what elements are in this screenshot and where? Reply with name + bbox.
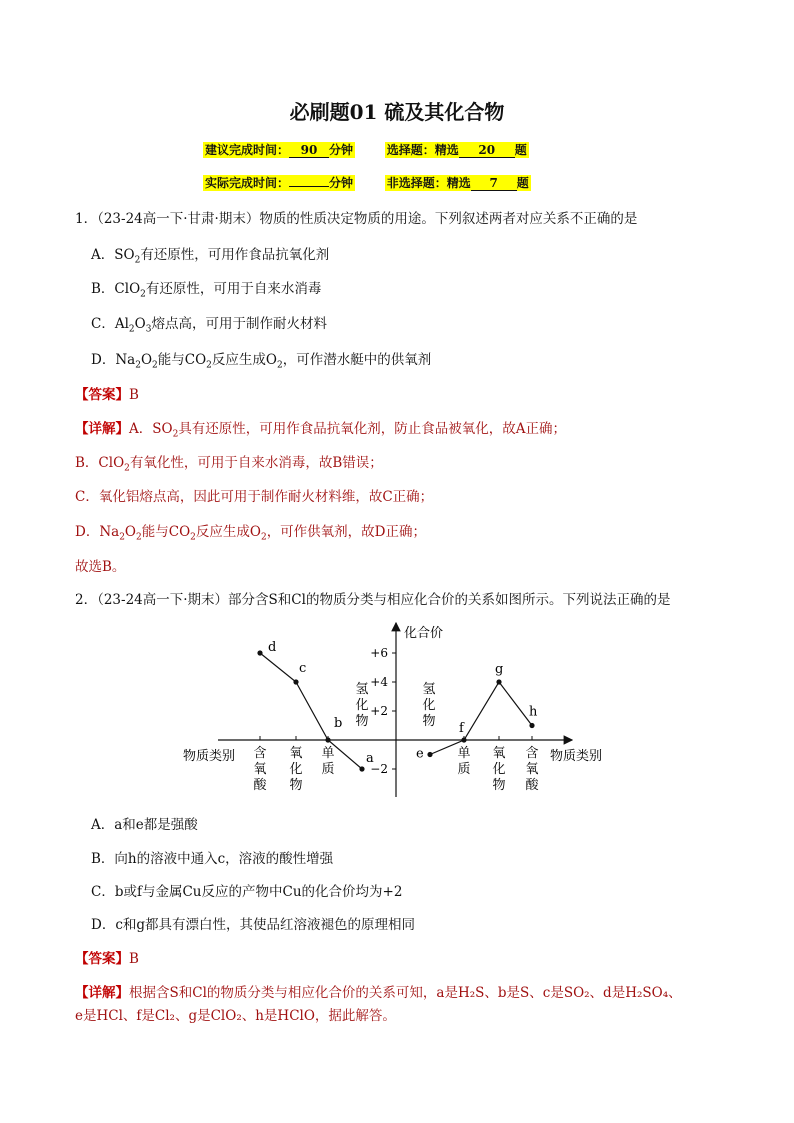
q1-option-b[interactable]: B．ClO$_2$有还原性，可用于自来水消毒 — [91, 281, 322, 300]
q2-option-a[interactable]: A．a和e都是强酸 — [91, 817, 198, 833]
category-label: 氢化物 — [422, 682, 436, 729]
actual-time-label: 实际完成时间： — [205, 176, 290, 190]
choice-label: 选择题：精选 — [386, 143, 459, 157]
point-label: h — [529, 704, 538, 720]
page-title: 必刷题01 硫及其化合物 — [289, 100, 505, 124]
x-axis-label-left: 物质类别 — [183, 749, 236, 764]
nonchoice-count: 7 — [471, 176, 517, 191]
suggested-time-value: 90 — [289, 143, 329, 158]
y-tick-label: +4 — [370, 675, 388, 689]
category-label: 单质 — [457, 746, 471, 777]
q2-detail-2: e是HCl、f是Cl₂、g是ClO₂、h是HClO，据此解答。 — [75, 1008, 396, 1024]
actual-time-unit: 分钟 — [329, 176, 354, 190]
data-point — [529, 723, 534, 728]
q1-detail-1: 【详解】A．$SO_2$具有还原性，可用作食品抗氧化剂，防止食品被氧化，故A正确； — [75, 421, 567, 440]
q2-stem: 2．（23-24高一下·期末）部分含S和Cl的物质分类与相应化合价的关系如图所示。下列说法正确的是 — [75, 592, 671, 608]
q1-detail-5: 故选B。 — [75, 559, 126, 575]
q1-detail-2: B．ClO$_2$有氧化性，可用于自来水消毒，故B错误； — [75, 455, 383, 474]
series-line — [260, 653, 362, 769]
q2-option-d[interactable]: D．c和g都具有漂白性，其使品红溶液褪色的原理相同 — [91, 917, 416, 933]
info-row-1 — [203, 141, 529, 158]
nonchoice-unit: 题 — [516, 176, 529, 190]
q1-option-d[interactable]: D．$Na_2O_2$能与$CO_2$反应生成$O_2$，可作潜水艇中的供氧剂 — [91, 352, 432, 371]
category-label: 单质 — [321, 746, 335, 777]
point-label: a — [366, 751, 374, 766]
point-label: e — [416, 746, 424, 762]
suggested-time-unit: 分钟 — [329, 143, 354, 157]
q1-answer: 【答案】B — [75, 387, 139, 403]
data-point — [496, 679, 501, 684]
y-tick-label: +6 — [370, 646, 388, 660]
y-axis-label: 化合价 — [404, 626, 444, 641]
x-axis-label-right: 物质类别 — [550, 749, 603, 764]
category-label: 氧化物 — [492, 746, 506, 793]
choice-unit: 题 — [514, 143, 527, 157]
category-label: 氧化物 — [289, 746, 303, 793]
q2-answer: 【答案】B — [75, 951, 139, 967]
data-point — [293, 679, 298, 684]
point-label: d — [268, 640, 277, 655]
info-row-2 — [203, 174, 531, 191]
y-tick-label: −2 — [370, 762, 388, 776]
q2-option-c[interactable]: C．b或f与金属Cu反应的产物中Cu的化合价均为+2 — [91, 884, 403, 900]
q1-detail-3: C．氧化铝熔点高，因此可用于制作耐火材料维，故C正确； — [75, 489, 434, 505]
data-point — [427, 752, 432, 757]
series-line — [430, 682, 532, 755]
actual-time-value[interactable] — [289, 186, 329, 187]
data-point — [257, 650, 262, 655]
point-label: g — [495, 662, 504, 677]
suggested-time-label: 建议完成时间： — [205, 143, 290, 157]
category-label: 含氧酸 — [253, 746, 267, 793]
point-label: f — [459, 721, 464, 736]
q1-option-c[interactable]: C．$Al_2O_3$熔点高，可用于制作耐火材料 — [91, 316, 327, 335]
q1-detail-4: D．$Na_2O_2$能与$CO_2$反应生成$O_2$，可作供氧剂，故D正确； — [75, 524, 427, 543]
data-point — [359, 766, 364, 771]
nonchoice-label: 非选择题：精选 — [386, 176, 471, 190]
data-point — [461, 737, 466, 742]
q2-detail-1: 【详解】根据含S和Cl的物质分类与相应化合价的关系可知，a是H₂S、b是S、c是SO₂、d是H₂SO₄、 — [75, 985, 682, 1001]
point-label: b — [334, 716, 343, 731]
category-label: 含氧酸 — [525, 746, 539, 793]
q2-option-b[interactable]: B．向h的溶液中通入c，溶液的酸性增强 — [91, 851, 334, 867]
q1-option-a[interactable]: A．$SO_2$有还原性，可用作食品抗氧化剂 — [91, 247, 330, 266]
y-tick-label: +2 — [370, 704, 388, 718]
point-label: c — [299, 661, 307, 676]
choice-count: 20 — [459, 143, 515, 158]
data-point — [325, 737, 330, 742]
valence-chart — [0, 615, 794, 805]
q1-stem: 1．（23-24高一下·甘肃·期末）物质的性质决定物质的用途。下列叙述两者对应关系不正确的是 — [75, 211, 638, 227]
category-label: 氢化物 — [355, 682, 369, 729]
